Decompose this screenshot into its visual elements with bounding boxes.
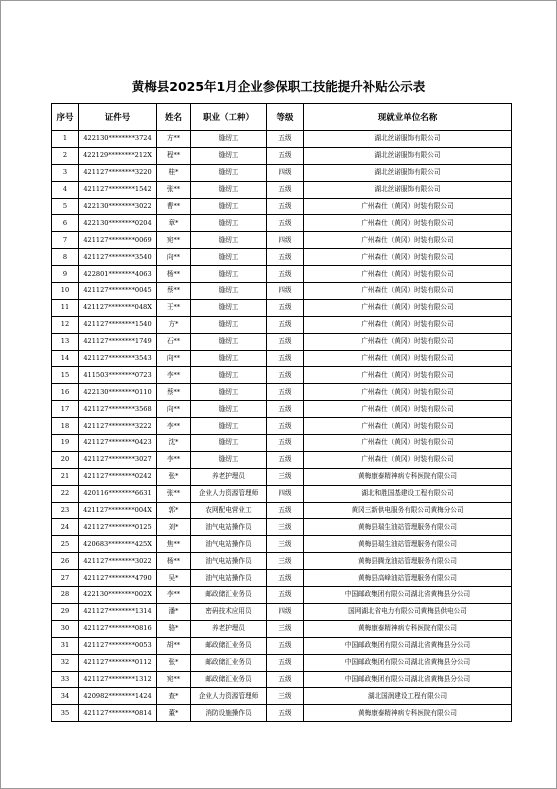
cell-id-number: 421127********0045 <box>79 283 157 300</box>
cell-serial: 27 <box>52 570 79 587</box>
cell-name: 宛** <box>157 671 191 688</box>
cell-level: 五级 <box>267 587 304 604</box>
cell-serial: 3 <box>52 164 79 181</box>
table-row <box>52 570 512 587</box>
cell-serial: 13 <box>52 333 79 350</box>
cell-id-number: 421127********0816 <box>79 620 157 637</box>
cell-name: 向** <box>157 350 191 367</box>
cell-serial: 33 <box>52 671 79 688</box>
cell-id-number: 422130********3022 <box>79 198 157 215</box>
cell-name: 章* <box>157 215 191 232</box>
cell-employer: 广州森仕（黄冈）时装有限公司 <box>304 384 512 401</box>
cell-employer: 广州森仕（黄冈）时装有限公司 <box>304 451 512 468</box>
cell-employer: 广州森仕（黄冈）时装有限公司 <box>304 350 512 367</box>
table-row <box>52 553 512 570</box>
cell-employer: 广州森仕（黄冈）时装有限公司 <box>304 401 512 418</box>
cell-name: 张* <box>157 654 191 671</box>
cell-name: 张** <box>157 485 191 502</box>
cell-name: 骆* <box>157 620 191 637</box>
cell-occupation: 缝纫工 <box>191 283 267 300</box>
cell-occupation: 缝纫工 <box>191 401 267 418</box>
table-row <box>52 266 512 283</box>
cell-id-number: 421127********0814 <box>79 705 157 722</box>
table-row <box>52 401 512 418</box>
cell-id-number: 422130********3724 <box>79 131 157 148</box>
table-row <box>52 654 512 671</box>
cell-level: 五级 <box>267 705 304 722</box>
table-row <box>52 587 512 604</box>
cell-serial: 2 <box>52 147 79 164</box>
cell-employer: 广州森仕（黄冈）时装有限公司 <box>304 299 512 316</box>
cell-employer: 中国邮政集团有限公司湖北省黄梅县分公司 <box>304 637 512 654</box>
table-row <box>52 232 512 249</box>
cell-occupation: 缝纫工 <box>191 299 267 316</box>
table-row <box>52 147 512 164</box>
cell-level: 五级 <box>267 299 304 316</box>
cell-occupation: 农网配电营业工 <box>191 502 267 519</box>
cell-serial: 14 <box>52 350 79 367</box>
cell-id-number: 422130********0110 <box>79 384 157 401</box>
cell-name: 李** <box>157 451 191 468</box>
cell-id-number: 421127********4790 <box>79 570 157 587</box>
cell-serial: 11 <box>52 299 79 316</box>
cell-level: 五级 <box>267 435 304 452</box>
cell-employer: 黄梅康泰精神病专科医院有限公司 <box>304 620 512 637</box>
cell-id-number: 422129********212X <box>79 147 157 164</box>
header-name: 姓名 <box>157 104 191 131</box>
table-row <box>52 435 512 452</box>
table-row <box>52 198 512 215</box>
cell-occupation: 缝纫工 <box>191 418 267 435</box>
cell-level: 四级 <box>267 232 304 249</box>
cell-employer: 广州森仕（黄冈）时装有限公司 <box>304 316 512 333</box>
cell-occupation: 密码技术应用员 <box>191 603 267 620</box>
cell-occupation: 企业人力资源管理师 <box>191 485 267 502</box>
table-row <box>52 451 512 468</box>
cell-name: 曹** <box>157 198 191 215</box>
cell-name: 蔡** <box>157 384 191 401</box>
cell-level: 四级 <box>267 485 304 502</box>
cell-serial: 25 <box>52 536 79 553</box>
cell-serial: 5 <box>52 198 79 215</box>
cell-occupation: 油气电站操作员 <box>191 553 267 570</box>
cell-name: 程** <box>157 147 191 164</box>
cell-level: 五级 <box>267 249 304 266</box>
cell-serial: 29 <box>52 603 79 620</box>
table-row <box>52 485 512 502</box>
cell-level: 五级 <box>267 418 304 435</box>
cell-occupation: 缝纫工 <box>191 435 267 452</box>
header-id-number: 证件号 <box>79 104 157 131</box>
table-row <box>52 181 512 198</box>
cell-name: 张* <box>157 468 191 485</box>
cell-employer: 湖北丝诺服饰有限公司 <box>304 131 512 148</box>
cell-level: 五级 <box>267 367 304 384</box>
cell-occupation: 缝纫工 <box>191 147 267 164</box>
cell-serial: 10 <box>52 283 79 300</box>
table-row <box>52 603 512 620</box>
cell-name: 蔡** <box>157 283 191 300</box>
cell-occupation: 缝纫工 <box>191 131 267 148</box>
cell-serial: 19 <box>52 435 79 452</box>
cell-id-number: 421127********0053 <box>79 637 157 654</box>
table-row <box>52 164 512 181</box>
cell-occupation: 缝纫工 <box>191 181 267 198</box>
cell-level: 五级 <box>267 215 304 232</box>
cell-id-number: 421127********0242 <box>79 468 157 485</box>
cell-id-number: 422130********002X <box>79 587 157 604</box>
cell-occupation: 缝纫工 <box>191 333 267 350</box>
cell-occupation: 邮政储汇业务员 <box>191 654 267 671</box>
cell-level: 五级 <box>267 570 304 587</box>
header-level: 等级 <box>267 104 304 131</box>
cell-serial: 1 <box>52 131 79 148</box>
table-row <box>52 688 512 705</box>
table-row <box>52 384 512 401</box>
cell-id-number: 421127********3543 <box>79 350 157 367</box>
cell-id-number: 421127********048X <box>79 299 157 316</box>
cell-id-number: 421127********3022 <box>79 553 157 570</box>
cell-occupation: 缝纫工 <box>191 316 267 333</box>
cell-id-number: 421127********1540 <box>79 316 157 333</box>
cell-employer: 黄梅县瑞生油站管理服务有限公司 <box>304 519 512 536</box>
cell-id-number: 421127********1749 <box>79 333 157 350</box>
cell-id-number: 422801********4063 <box>79 266 157 283</box>
cell-level: 五级 <box>267 350 304 367</box>
cell-id-number: 420982********1424 <box>79 688 157 705</box>
table-row <box>52 283 512 300</box>
table-row <box>52 333 512 350</box>
cell-level: 五级 <box>267 131 304 148</box>
table-row <box>52 131 512 148</box>
cell-serial: 35 <box>52 705 79 722</box>
cell-employer: 广州森仕（黄冈）时装有限公司 <box>304 215 512 232</box>
cell-employer: 黄梅县高峰油站管理服务有限公司 <box>304 570 512 587</box>
cell-level: 五级 <box>267 637 304 654</box>
cell-occupation: 油气电站操作员 <box>191 536 267 553</box>
table-row <box>52 705 512 722</box>
cell-level: 三级 <box>267 688 304 705</box>
cell-level: 三级 <box>267 536 304 553</box>
cell-id-number: 421127********3568 <box>79 401 157 418</box>
cell-occupation: 缝纫工 <box>191 384 267 401</box>
table-row <box>52 418 512 435</box>
cell-occupation: 缝纫工 <box>191 198 267 215</box>
cell-occupation: 邮政储汇业务员 <box>191 637 267 654</box>
cell-level: 四级 <box>267 283 304 300</box>
cell-occupation: 缝纫工 <box>191 266 267 283</box>
cell-level: 五级 <box>267 671 304 688</box>
cell-employer: 湖北和胜国基建设工程有限公司 <box>304 485 512 502</box>
cell-level: 三级 <box>267 620 304 637</box>
cell-id-number: 422130********0204 <box>79 215 157 232</box>
cell-employer: 广州森仕（黄冈）时装有限公司 <box>304 333 512 350</box>
cell-occupation: 缝纫工 <box>191 367 267 384</box>
cell-occupation: 养老护理员 <box>191 468 267 485</box>
cell-name: 胡** <box>157 637 191 654</box>
table-row <box>52 620 512 637</box>
cell-level: 五级 <box>267 316 304 333</box>
cell-name: 向** <box>157 249 191 266</box>
cell-occupation: 消防设施操作员 <box>191 705 267 722</box>
cell-name: 张** <box>157 181 191 198</box>
document-title: 黄梅县2025年1月企业参保职工技能提升补贴公示表 <box>131 79 426 94</box>
cell-level: 五级 <box>267 384 304 401</box>
table-row <box>52 350 512 367</box>
cell-employer: 广州森仕（黄冈）时装有限公司 <box>304 198 512 215</box>
cell-employer: 黄梅康泰精神病专科医院有限公司 <box>304 705 512 722</box>
cell-level: 五级 <box>267 333 304 350</box>
table-row <box>52 249 512 266</box>
cell-level: 四级 <box>267 603 304 620</box>
table-row <box>52 637 512 654</box>
cell-level: 四级 <box>267 164 304 181</box>
cell-name: 杨** <box>157 553 191 570</box>
cell-level: 五级 <box>267 198 304 215</box>
cell-employer: 湖北丝诺服饰有限公司 <box>304 164 512 181</box>
cell-level: 五级 <box>267 502 304 519</box>
cell-id-number: 421127********3027 <box>79 451 157 468</box>
table-row <box>52 502 512 519</box>
cell-employer: 广州森仕（黄冈）时装有限公司 <box>304 266 512 283</box>
cell-id-number: 411503********0723 <box>79 367 157 384</box>
cell-id-number: 420683********425X <box>79 536 157 553</box>
cell-name: 石** <box>157 333 191 350</box>
cell-id-number: 421127********0423 <box>79 435 157 452</box>
cell-level: 三级 <box>267 519 304 536</box>
cell-employer: 广州森仕（黄冈）时装有限公司 <box>304 249 512 266</box>
cell-serial: 34 <box>52 688 79 705</box>
cell-name: 宛** <box>157 232 191 249</box>
cell-id-number: 421127********3220 <box>79 164 157 181</box>
cell-occupation: 养老护理员 <box>191 620 267 637</box>
cell-name: 郭* <box>157 502 191 519</box>
table-row <box>52 468 512 485</box>
cell-employer: 湖北国润建设工程有限公司 <box>304 688 512 705</box>
cell-occupation: 油气电站操作员 <box>191 570 267 587</box>
cell-employer: 中国邮政集团有限公司湖北省黄梅县分公司 <box>304 587 512 604</box>
cell-serial: 22 <box>52 485 79 502</box>
cell-name: 刘* <box>157 519 191 536</box>
cell-employer: 湖北丝诺服饰有限公司 <box>304 147 512 164</box>
cell-name: 焦** <box>157 536 191 553</box>
cell-name: 向** <box>157 401 191 418</box>
cell-id-number: 421127********0125 <box>79 519 157 536</box>
cell-name: 董* <box>157 705 191 722</box>
table-row <box>52 671 512 688</box>
cell-id-number: 421127********3222 <box>79 418 157 435</box>
cell-name: 沈* <box>157 435 191 452</box>
cell-occupation: 缝纫工 <box>191 249 267 266</box>
cell-id-number: 421127********004X <box>79 502 157 519</box>
subsidy-table <box>51 103 512 722</box>
table-row <box>52 536 512 553</box>
cell-occupation: 缝纫工 <box>191 451 267 468</box>
cell-name: 吴* <box>157 570 191 587</box>
cell-name: 王** <box>157 299 191 316</box>
cell-level: 五级 <box>267 266 304 283</box>
cell-employer: 黄梅康泰精神病专科医院有限公司 <box>304 468 512 485</box>
cell-employer: 黄梅县瑞生油站管理服务有限公司 <box>304 536 512 553</box>
cell-level: 五级 <box>267 401 304 418</box>
cell-serial: 32 <box>52 654 79 671</box>
cell-employer: 广州森仕（黄冈）时装有限公司 <box>304 435 512 452</box>
cell-level: 五级 <box>267 147 304 164</box>
cell-employer: 广州森仕（黄冈）时装有限公司 <box>304 418 512 435</box>
cell-name: 桂* <box>157 164 191 181</box>
cell-level: 三级 <box>267 553 304 570</box>
cell-name: 李** <box>157 587 191 604</box>
cell-occupation: 邮政储汇业务员 <box>191 671 267 688</box>
cell-serial: 4 <box>52 181 79 198</box>
cell-employer: 中国邮政集团有限公司湖北省黄梅县分公司 <box>304 654 512 671</box>
cell-serial: 31 <box>52 637 79 654</box>
cell-id-number: 421127********1314 <box>79 603 157 620</box>
cell-serial: 9 <box>52 266 79 283</box>
cell-level: 三级 <box>267 468 304 485</box>
header-occupation: 职业（工种） <box>191 104 267 131</box>
table-row <box>52 299 512 316</box>
cell-serial: 23 <box>52 502 79 519</box>
cell-occupation: 企业人力资源管理师 <box>191 688 267 705</box>
cell-serial: 21 <box>52 468 79 485</box>
table-body <box>52 131 512 722</box>
cell-id-number: 421127********3540 <box>79 249 157 266</box>
cell-serial: 15 <box>52 367 79 384</box>
cell-employer: 广州森仕（黄冈）时装有限公司 <box>304 232 512 249</box>
cell-serial: 20 <box>52 451 79 468</box>
cell-id-number: 421127********1542 <box>79 181 157 198</box>
cell-employer: 中国邮政集团有限公司湖北省黄梅县分公司 <box>304 671 512 688</box>
cell-name: 查* <box>157 688 191 705</box>
cell-occupation: 缝纫工 <box>191 350 267 367</box>
cell-name: 李** <box>157 418 191 435</box>
header-serial: 序号 <box>52 104 79 131</box>
cell-occupation: 油气电站操作员 <box>191 519 267 536</box>
cell-serial: 28 <box>52 587 79 604</box>
cell-serial: 6 <box>52 215 79 232</box>
cell-serial: 12 <box>52 316 79 333</box>
table-row <box>52 316 512 333</box>
cell-id-number: 420116********6631 <box>79 485 157 502</box>
cell-name: 李** <box>157 367 191 384</box>
header-employer: 现就业单位名称 <box>304 104 512 131</box>
cell-employer: 国网湖北省电力有限公司黄梅县供电公司 <box>304 603 512 620</box>
cell-employer: 湖北丝诺服饰有限公司 <box>304 181 512 198</box>
cell-serial: 30 <box>52 620 79 637</box>
cell-serial: 16 <box>52 384 79 401</box>
cell-name: 杨** <box>157 266 191 283</box>
cell-name: 方** <box>157 131 191 148</box>
cell-employer: 黄梅县腾龙油站管理服务有限公司 <box>304 553 512 570</box>
cell-occupation: 缝纫工 <box>191 164 267 181</box>
cell-id-number: 421127********0069 <box>79 232 157 249</box>
cell-name: 方* <box>157 316 191 333</box>
cell-serial: 17 <box>52 401 79 418</box>
cell-level: 五级 <box>267 181 304 198</box>
cell-serial: 24 <box>52 519 79 536</box>
table-row <box>52 519 512 536</box>
cell-employer: 黄冈三新供电服务有限公司黄梅分公司 <box>304 502 512 519</box>
cell-occupation: 缝纫工 <box>191 215 267 232</box>
cell-id-number: 421127********0112 <box>79 654 157 671</box>
cell-serial: 18 <box>52 418 79 435</box>
cell-serial: 8 <box>52 249 79 266</box>
cell-employer: 广州森仕（黄冈）时装有限公司 <box>304 283 512 300</box>
table-row <box>52 215 512 232</box>
cell-level: 五级 <box>267 654 304 671</box>
cell-employer: 广州森仕（黄冈）时装有限公司 <box>304 367 512 384</box>
cell-occupation: 缝纫工 <box>191 232 267 249</box>
cell-serial: 7 <box>52 232 79 249</box>
table-row <box>52 367 512 384</box>
cell-occupation: 邮政储汇业务员 <box>191 587 267 604</box>
cell-level: 五级 <box>267 451 304 468</box>
cell-serial: 26 <box>52 553 79 570</box>
cell-id-number: 421127********1312 <box>79 671 157 688</box>
cell-name: 潘* <box>157 603 191 620</box>
table-header-row <box>52 104 512 131</box>
